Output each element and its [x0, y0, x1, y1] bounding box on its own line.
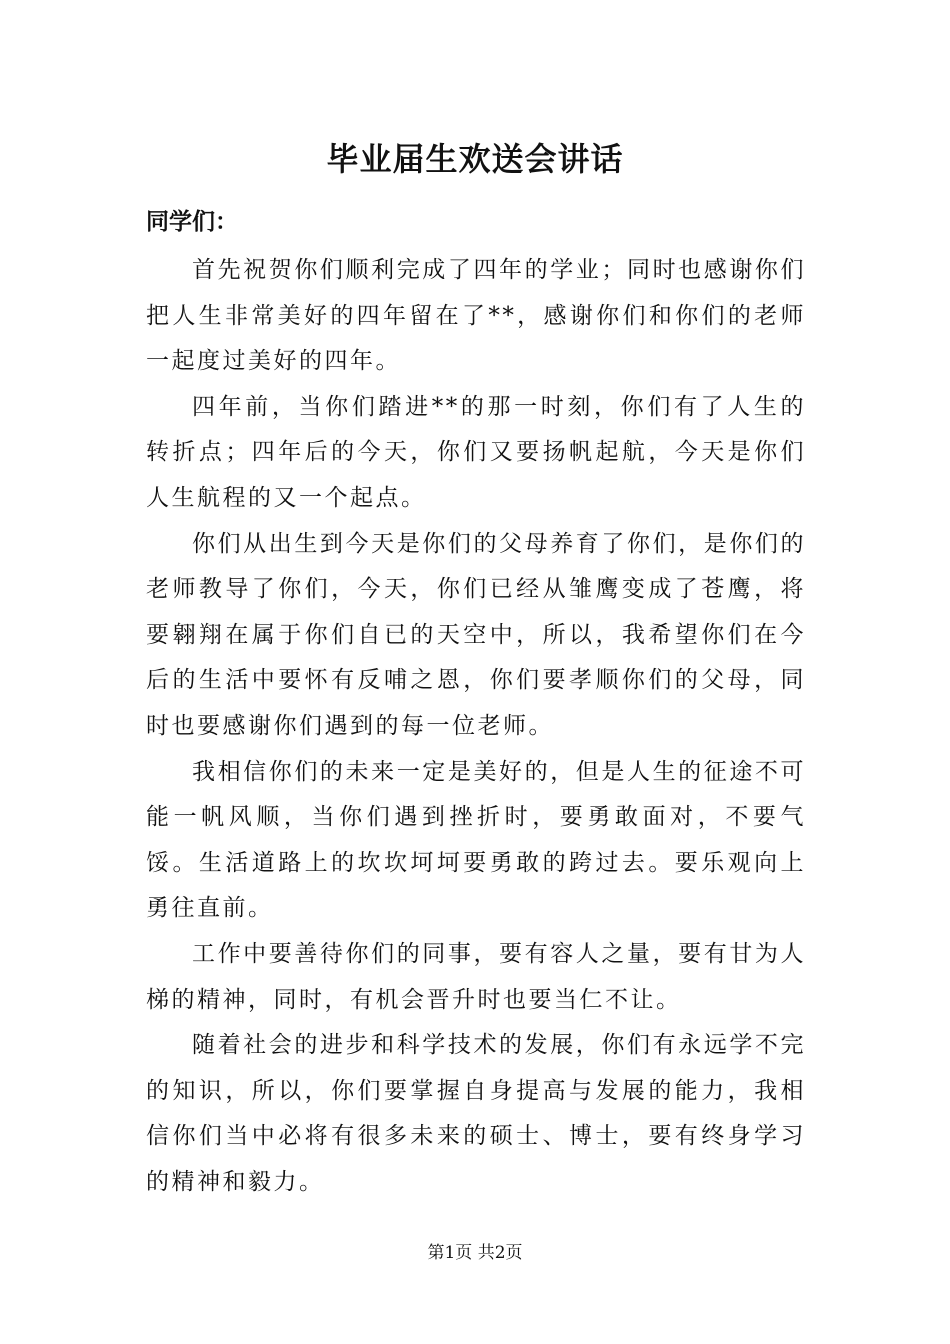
page-footer: 第1页 共2页: [427, 1243, 523, 1263]
paragraph: 我相信你们的未来一定是美好的，但是人生的征途不可能一帆风顺，当你们遇到挫折时，要勇敢面对，不要气馁。生活道路上的坎坎坷坷要勇敢的跨过去。要乐观向上勇往直前。: [146, 758, 806, 922]
document-body: [146, 248, 806, 1205]
paragraph: 工作中要善待你们的同事，要有容人之量，要有甘为人梯的精神，同时，有机会晋升时也要当仁不让。: [146, 940, 806, 1013]
paragraph: 首先祝贺你们顺利完成了四年的学业；同时也感谢你们把人生非常美好的四年留在了**，感谢你们和你们的老师一起度过美好的四年。: [146, 257, 806, 375]
paragraph: 随着社会的进步和科学技术的发展，你们有永远学不完的知识，所以，你们要掌握自身提高与发展的能力，我相信你们当中必将有很多未来的硕士、博士，要有终身学习的精神和毅力。: [146, 1032, 806, 1195]
document-title: 毕业届生欢送会讲话: [326, 140, 624, 178]
paragraph: 四年前，当你们踏进**的那一时刻，你们有了人生的转折点；四年后的今天，你们又要扬帆起航，今天是你们人生航程的又一个起点。: [146, 393, 806, 511]
paragraph: 你们从出生到今天是你们的父母养育了你们，是你们的老师教导了你们，今天，你们已经从雏鹰变成了苍鹰，将要翱翔在属于你们自已的天空中，所以，我希望你们在今后的生活中要怀有反哺之恩，你们要孝顺你们的父母，同时也要感谢你们遇到的每一位老师。: [146, 530, 806, 739]
salutation: 同学们：: [146, 208, 238, 235]
